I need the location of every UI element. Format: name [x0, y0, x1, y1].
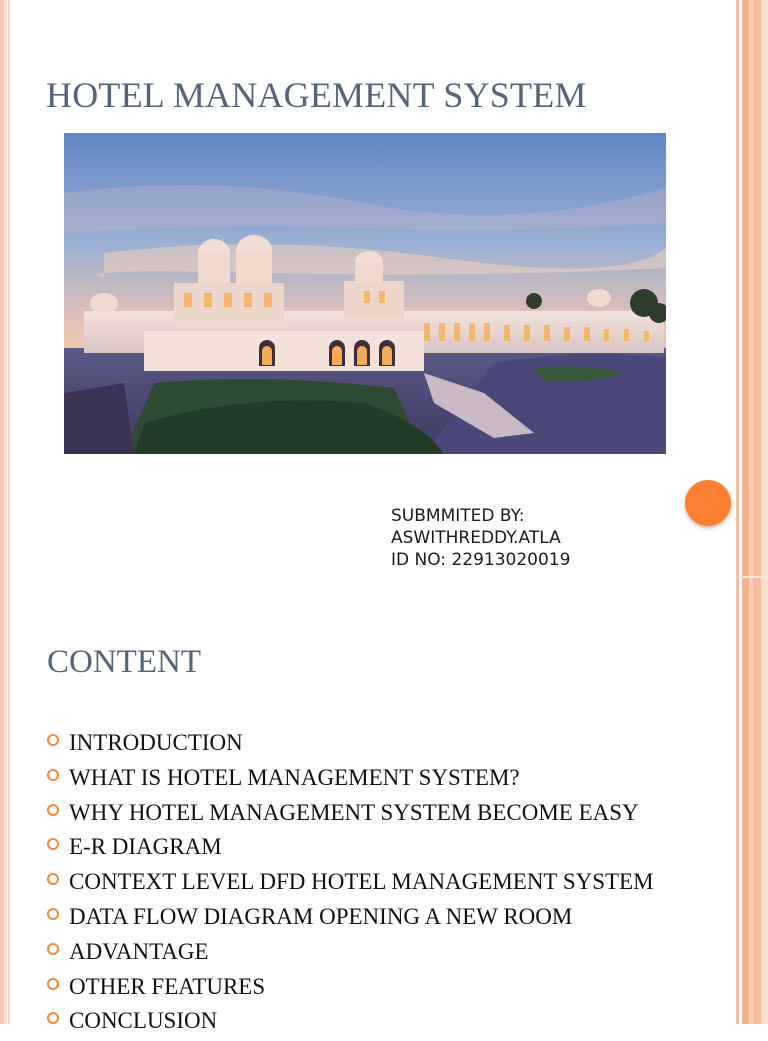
bullet-circle-icon: [47, 873, 59, 885]
list-item-text: WHY HOTEL MANAGEMENT SYSTEM BECOME EASY: [69, 799, 639, 825]
list-item-text: WHAT IS HOTEL MANAGEMENT SYSTEM?: [69, 764, 520, 790]
hotel-photo: [64, 133, 666, 454]
list-item-text: INTRODUCTION: [69, 730, 243, 755]
submitter-id: ID NO: 22913020019: [391, 550, 571, 570]
list-item-text: CONTEXT LEVEL DFD HOTEL MANAGEMENT SYSTEM: [69, 869, 654, 895]
list-item: [47, 867, 654, 902]
bullet-circle-icon: [47, 769, 59, 781]
left-decorative-border: [0, 0, 12, 1024]
page-title: HOTEL MANAGEMENT SYSTEM: [46, 75, 587, 115]
bullet-circle-icon: [47, 1012, 59, 1024]
list-item-text: ADVANTAGE: [69, 938, 209, 964]
list-item-text: E-R DIAGRAM: [69, 834, 222, 860]
bullet-circle-icon: [47, 943, 59, 955]
list-item: [47, 728, 654, 763]
slide-divider: [740, 576, 768, 578]
list-item-text: DATA FLOW DIAGRAM OPENING A NEW ROOM: [69, 903, 573, 929]
bullet-circle-icon: [47, 838, 59, 850]
list-item-text: OTHER FEATURES: [69, 973, 266, 999]
orange-accent-circle: [685, 480, 731, 526]
bullet-circle-icon: [47, 908, 59, 920]
list-item: [47, 832, 654, 867]
list-item: [47, 798, 654, 833]
right-decorative-border: [734, 0, 768, 1024]
list-item: [47, 902, 654, 937]
content-list: [47, 728, 654, 1041]
list-item: [47, 937, 654, 972]
bullet-circle-icon: [47, 734, 59, 746]
bullet-circle-icon: [47, 978, 59, 990]
submitted-by-block: [391, 505, 570, 571]
bullet-circle-icon: [47, 804, 59, 816]
submitted-label: SUBMMITED BY:: [391, 506, 525, 526]
submitter-name: ASWITHREDDY.ATLA: [391, 528, 561, 548]
list-item-text: CONCLUSION: [69, 1008, 218, 1034]
list-item: [47, 972, 654, 1007]
content-heading: CONTENT: [47, 644, 201, 680]
list-item: [47, 763, 654, 798]
